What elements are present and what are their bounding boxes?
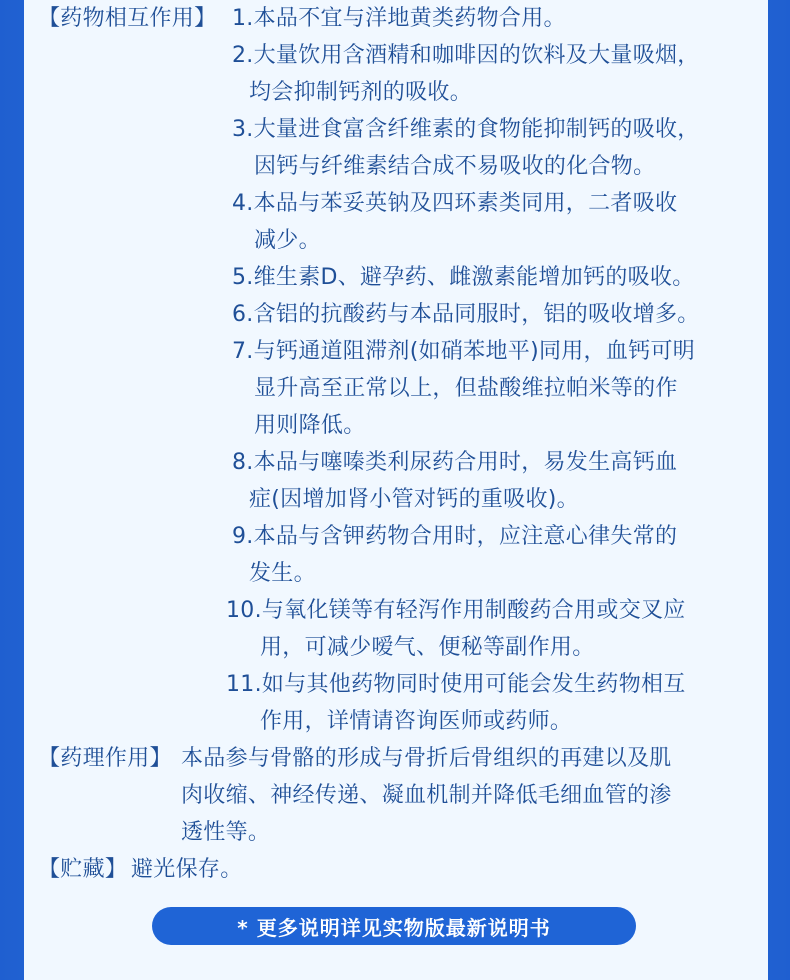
interaction-item-2: 2.大量饮用含酒精和咖啡因的饮料及大量吸烟，	[232, 43, 700, 68]
interactions-label: 【药物相互作用】	[38, 6, 217, 31]
interaction-item-7-cont-1: 显升高至正常以上，但盐酸维拉帕米等的作	[254, 376, 678, 401]
interaction-item-6: 6.含铝的抗酸药与本品同服时，铝的吸收增多。	[232, 302, 700, 327]
interaction-item-7-cont-2: 用则降低。	[254, 413, 366, 438]
more-instructions-banner: * 更多说明详见实物版最新说明书	[152, 907, 636, 945]
interaction-item-9-cont: 发生。	[249, 561, 316, 586]
interaction-item-11-cont: 作用，详情请咨询医师或药师。	[260, 709, 573, 734]
pharmacology-label: 【药理作用】	[38, 746, 172, 771]
interaction-item-9: 9.本品与含钾药物合用时，应注意心律失常的	[232, 524, 678, 549]
interaction-item-7: 7.与钙通道阻滞剂(如硝苯地平)同用，血钙可明	[232, 339, 696, 364]
interaction-item-8: 8.本品与噻嗪类利尿药合用时，易发生高钙血	[232, 450, 678, 475]
interaction-item-10-cont: 用，可减少嗳气、便秘等副作用。	[260, 635, 595, 660]
interaction-item-10: 10.与氧化镁等有轻泻作用制酸药合用或交叉应	[226, 598, 686, 623]
interaction-item-5: 5.维生素D、避孕药、雌激素能增加钙的吸收。	[232, 265, 695, 290]
interaction-item-4: 4.本品与苯妥英钠及四环素类同用，二者吸收	[232, 191, 678, 216]
pharmacology-line-1: 本品参与骨骼的形成与骨折后骨组织的再建以及肌	[181, 746, 672, 771]
interaction-item-1: 1.本品不宜与洋地黄类药物合用。	[232, 6, 566, 31]
pharmacology-line-3: 透性等。	[181, 820, 271, 845]
interaction-item-2-cont: 均会抑制钙剂的吸收。	[249, 80, 473, 105]
interaction-item-3: 3.大量进食富含纤维素的食物能抑制钙的吸收，	[232, 117, 700, 142]
interaction-item-3-cont: 因钙与纤维素结合成不易吸收的化合物。	[254, 154, 656, 179]
pharmacology-line-2: 肉收缩、神经传递、凝血机制并降低毛细血管的渗	[181, 783, 672, 808]
interaction-item-8-cont: 症(因增加肾小管对钙的重吸收)。	[249, 487, 579, 512]
interaction-item-4-cont: 减少。	[254, 228, 321, 253]
storage-text: 避光保存。	[131, 857, 243, 882]
interaction-item-11: 11.如与其他药物同时使用可能会发生药物相互	[226, 672, 686, 697]
storage-label: 【贮藏】	[38, 857, 128, 882]
